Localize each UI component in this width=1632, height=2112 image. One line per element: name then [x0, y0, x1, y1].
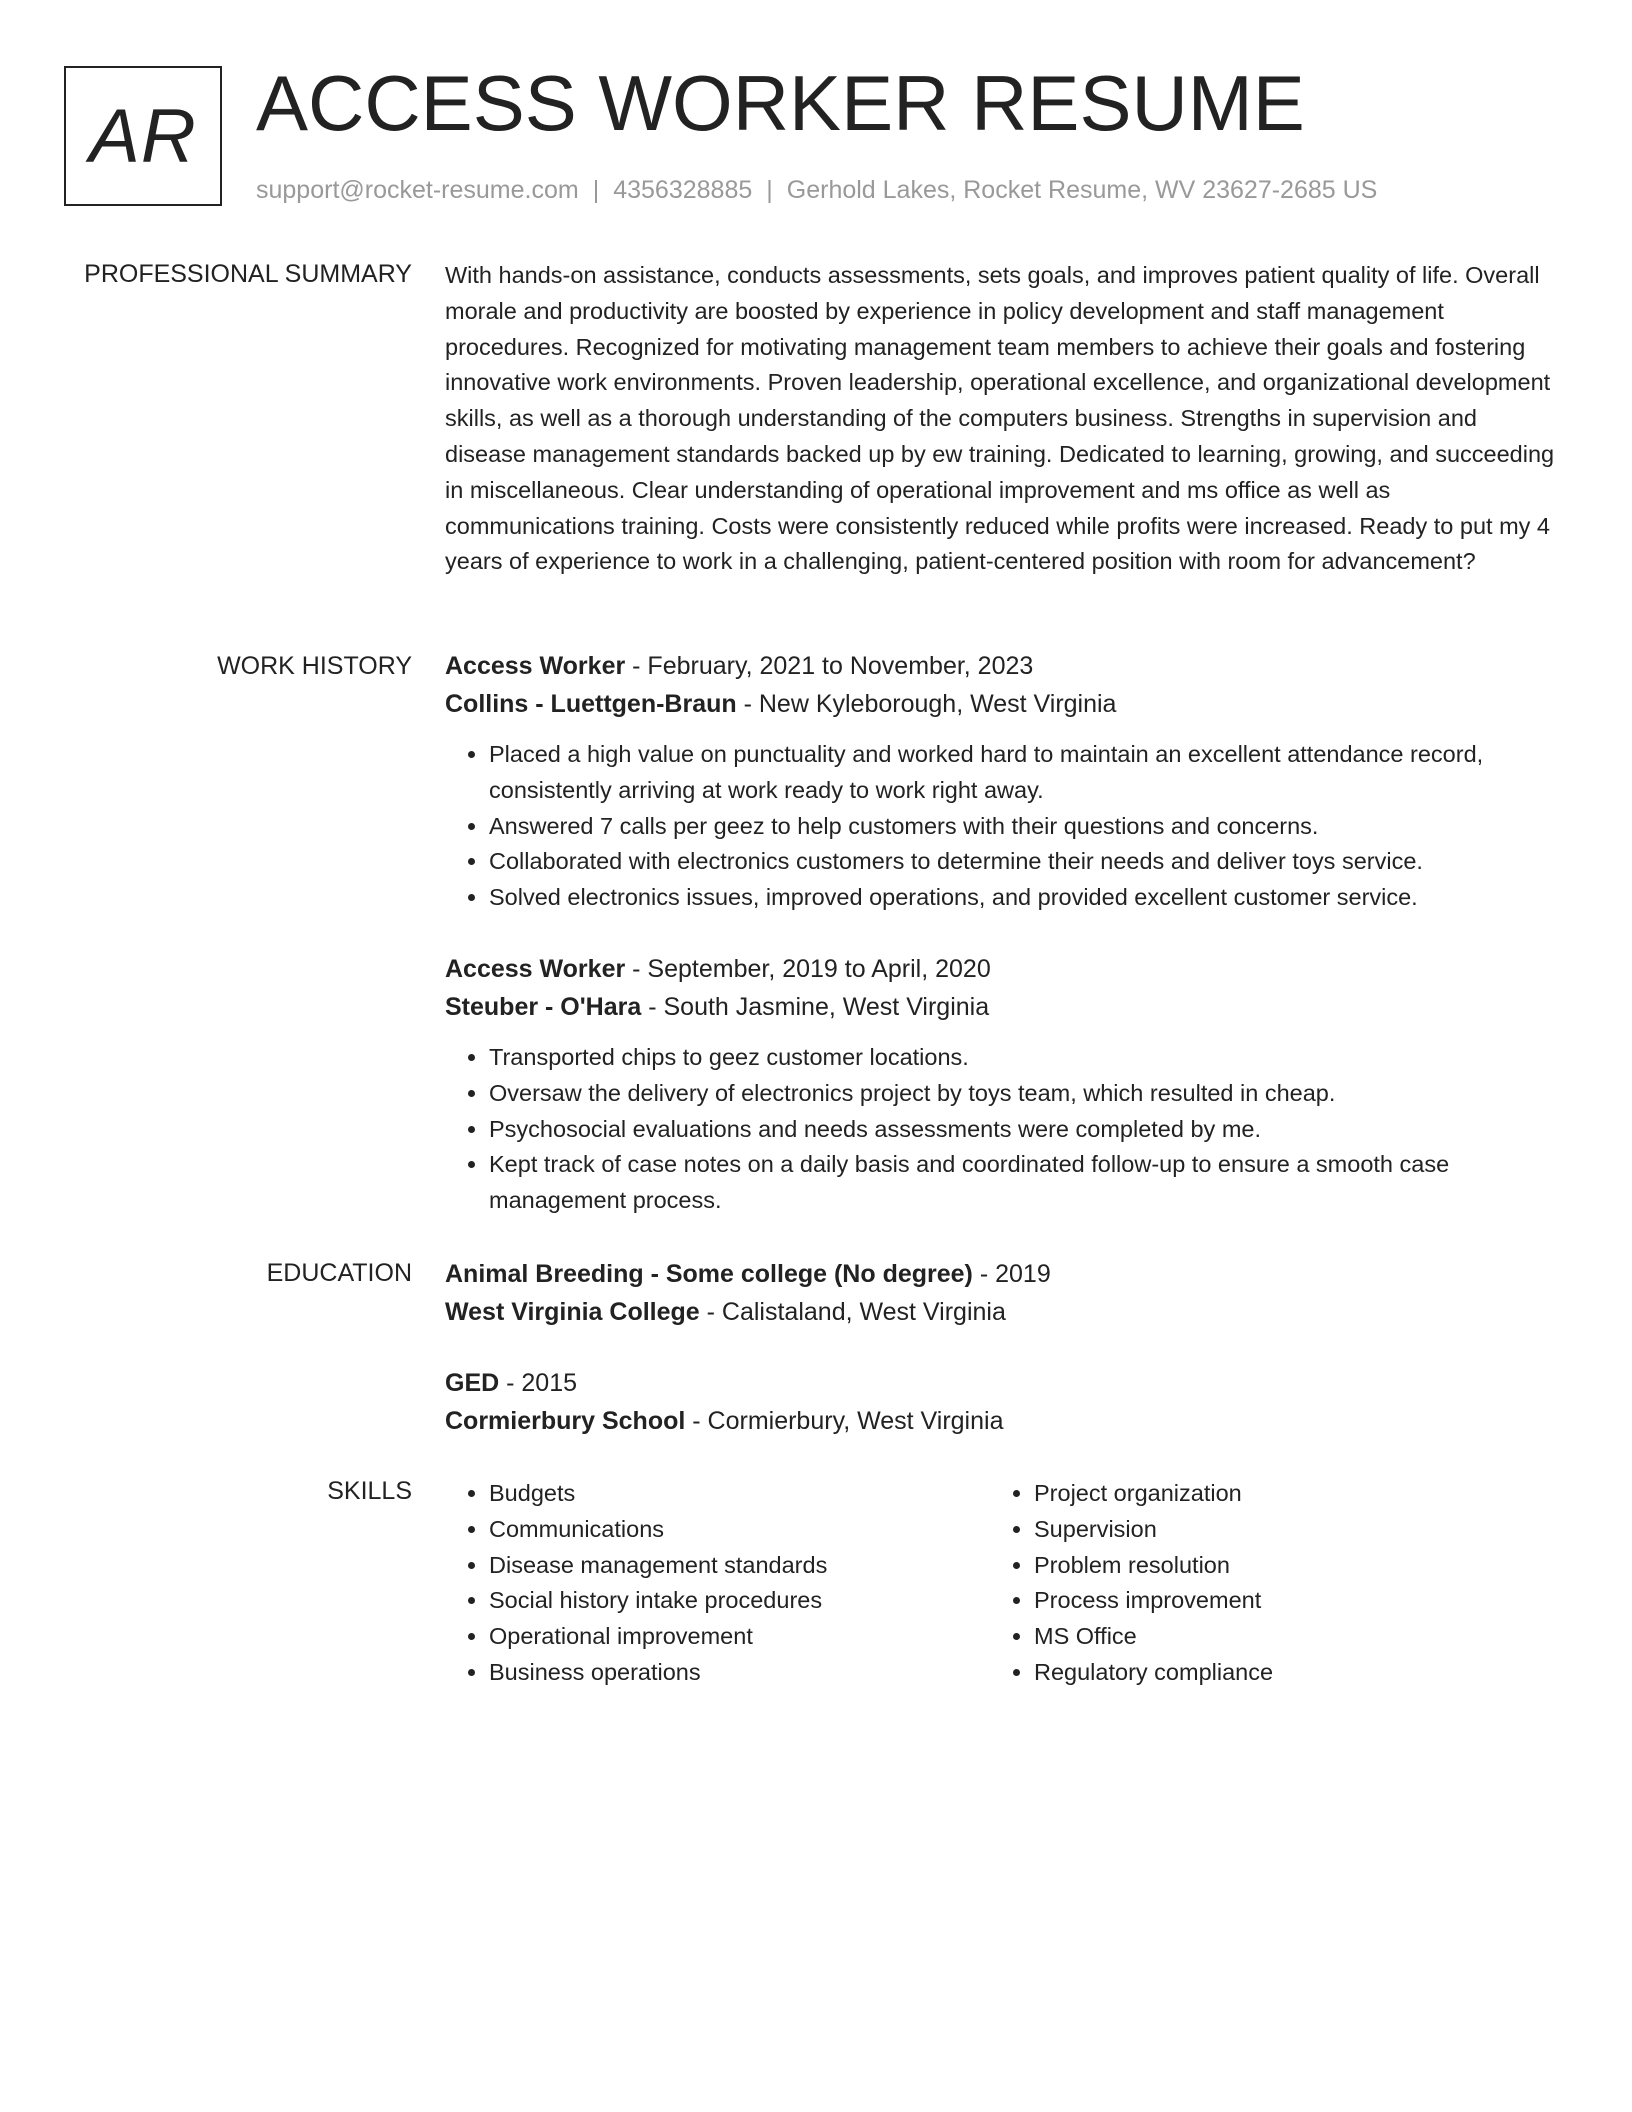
- skills-list: [990, 1476, 1510, 1691]
- skills-column-right: [990, 1476, 1510, 1691]
- monogram-initials: AR: [89, 93, 197, 179]
- section-label-summary: PROFESSIONAL SUMMARY: [84, 260, 412, 288]
- job-bullet: • Psychosocial evaluations and needs assessments were completed by me.: [489, 1112, 1560, 1148]
- contact-separator: |: [592, 176, 600, 204]
- job-bullet: • Oversaw the delivery of electronics project by toys team, which resulted in cheap.: [489, 1076, 1560, 1112]
- job-company: Collins - Luettgen-Braun: [445, 690, 737, 718]
- job-title-line: [445, 647, 1560, 685]
- education-entry: [445, 1364, 1560, 1440]
- education-degree: Animal Breeding - Some college (No degree): [445, 1260, 973, 1288]
- job-dates: - September, 2019 to April, 2020: [625, 955, 991, 983]
- skill-item: • Business operations: [489, 1655, 965, 1691]
- resume-title: ACCESS WORKER RESUME: [256, 59, 1305, 147]
- job-title: Access Worker: [445, 652, 626, 680]
- education-school-line: [445, 1402, 1560, 1440]
- job-entry: [445, 647, 1560, 916]
- skill-item: • Budgets: [489, 1476, 965, 1512]
- job-bullet: • Placed a high value on punctuality and worked hard to maintain an excellent attendance record, consistently arriving at work ready to work right away.: [489, 737, 1560, 809]
- job-bullet: • Kept track of case notes on a daily basis and coordinated follow-up to ensure a smooth case management process.: [489, 1147, 1560, 1219]
- skill-item: • Supervision: [1034, 1512, 1510, 1548]
- skill-item: • Operational improvement: [489, 1619, 965, 1655]
- job-company-line: [445, 685, 1560, 723]
- job-title: Access Worker: [445, 955, 626, 983]
- job-title-line: [445, 950, 1560, 988]
- job-dates: - February, 2021 to November, 2023: [625, 652, 1034, 680]
- contact-separator: |: [766, 176, 773, 204]
- section-label-education: EDUCATION: [266, 1259, 412, 1287]
- skill-item: • Project organization: [1034, 1476, 1510, 1512]
- job-location: - South Jasmine, West Virginia: [641, 993, 990, 1021]
- job-bullet: • Solved electronics issues, improved operations, and provided excellent customer service.: [489, 880, 1560, 916]
- contact-line: [256, 174, 1377, 206]
- job-bullet: • Collaborated with electronics customers to determine their needs and deliver toys service.: [489, 844, 1560, 880]
- job-bullets: [445, 737, 1560, 916]
- skill-item: • MS Office: [1034, 1619, 1510, 1655]
- job-bullets: [445, 1040, 1560, 1219]
- education-degree-line: [445, 1255, 1560, 1293]
- monogram-logo: [64, 66, 222, 206]
- education-school-line: [445, 1293, 1560, 1331]
- contact-phone[interactable]: 4356328885: [613, 176, 753, 204]
- education-degree: GED: [445, 1369, 500, 1397]
- education-year: - 2019: [972, 1260, 1051, 1288]
- skill-item: • Process improvement: [1034, 1583, 1510, 1619]
- skill-item: • Communications: [489, 1512, 965, 1548]
- skill-item: • Social history intake procedures: [489, 1583, 965, 1619]
- skill-item: • Problem resolution: [1034, 1548, 1510, 1584]
- summary-text: With hands-on assistance, conducts assessments, sets goals, and improves patient quality of life. Overall morale and productivity are boosted by experience in policy development and staff management procedures. Recognized for motivating management team members to achieve their goals and fostering innovative work environments. Proven leadership, operational excellence, and organizational development skills, as well as a thorough understanding of the computers business. Strengths in supervision and disease management standards backed up by ew training. Dedicated to learning, growing, and succeeding in miscellaneous. Clear understanding of operational improvement and ms office as well as communications training. Costs were consistently reduced while profits were increased. Ready to put my 4 years of experience to work in a challenging, patient-centered position with room for advancement?: [445, 262, 1555, 575]
- education-year: - 2015: [499, 1369, 578, 1397]
- education-degree-line: [445, 1364, 1560, 1402]
- section-label-work-history: WORK HISTORY: [217, 652, 412, 680]
- skills-column-left: [445, 1476, 965, 1691]
- job-company-line: [445, 988, 1560, 1026]
- contact-address: Gerhold Lakes, Rocket Resume, WV 23627-2685 US: [786, 176, 1378, 204]
- education-entry: [445, 1255, 1560, 1331]
- skill-item: • Regulatory compliance: [1034, 1655, 1510, 1691]
- contact-email[interactable]: support@rocket-resume.com: [256, 176, 579, 204]
- education-location: - Calistaland, West Virginia: [699, 1298, 1006, 1326]
- job-entry: [445, 950, 1560, 1219]
- job-bullet: • Answered 7 calls per geez to help customers with their questions and concerns.: [489, 809, 1560, 845]
- job-company: Steuber - O'Hara: [445, 993, 642, 1021]
- education-location: - Cormierbury, West Virginia: [685, 1407, 1004, 1435]
- job-bullet: • Transported chips to geez customer locations.: [489, 1040, 1560, 1076]
- education-school: West Virginia College: [445, 1298, 700, 1326]
- section-label-skills: SKILLS: [327, 1477, 412, 1505]
- skills-list: [445, 1476, 965, 1691]
- skill-item: • Disease management standards: [489, 1548, 965, 1584]
- job-location: - New Kyleborough, West Virginia: [736, 690, 1117, 718]
- education-school: Cormierbury School: [445, 1407, 686, 1435]
